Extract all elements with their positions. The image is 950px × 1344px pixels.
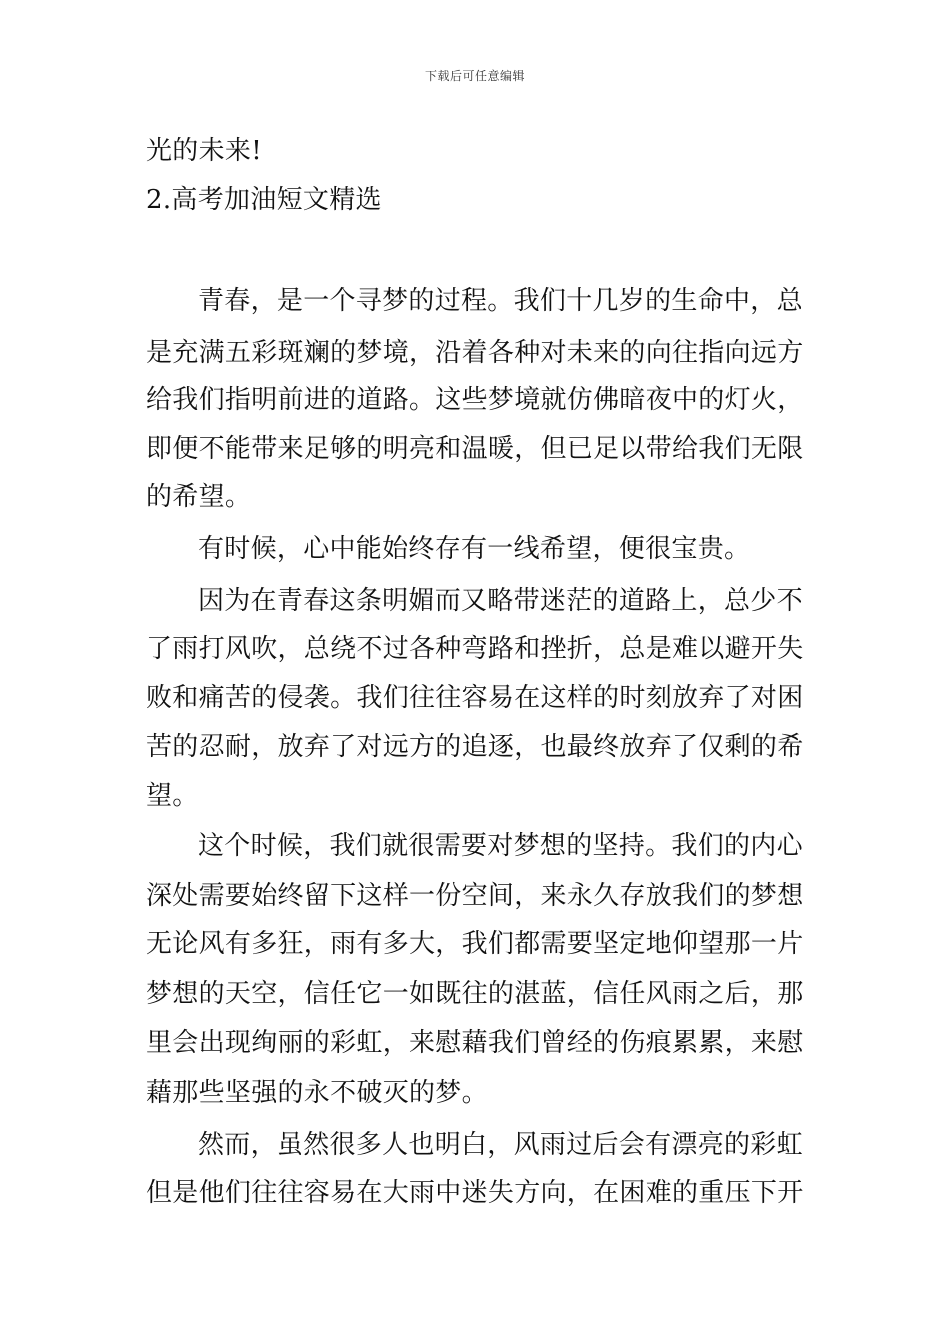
text-line: 里会出现绚丽的彩虹，来慰藉我们曾经的伤痕累累，来慰 [146,1028,804,1058]
text-line: 青春，是一个寻梦的过程。我们十几岁的生命中，总 [198,286,803,316]
continuation-line: 光的未来! [146,136,262,166]
text-line: 是充满五彩斑斓的梦境，沿着各种对未来的向往指向远方 [146,338,804,368]
header-note: 下载后可任意编辑 [424,69,525,83]
text-line: 但是他们往往容易在大雨中迷失方向，在困难的重压下开 [146,1178,804,1208]
text-line: 深处需要始终留下这样一份空间，来永久存放我们的梦想 [146,881,804,911]
text-line: 梦想的天空，信任它一如既往的湛蓝，信任风雨之后，那 [146,979,804,1009]
text-line: 因为在青春这条明媚而又略带迷茫的道路上，总少不 [198,586,803,616]
text-line: 然而，虽然很多人也明白，风雨过后会有漂亮的彩虹 [198,1130,803,1160]
text-line: 即便不能带来足够的明亮和温暖，但已足以带给我们无限 [146,434,804,464]
text-line: 有时候，心中能始终存有一线希望，便很宝贵。 [198,534,751,564]
section-title: 2.高考加油短文精选 [146,185,382,215]
text-line: 望。 [146,781,199,811]
text-line: 无论风有多狂，雨有多大，我们都需要坚定地仰望那一片 [146,929,804,959]
text-line: 了雨打风吹，总绕不过各种弯路和挫折，总是难以避开失 [146,634,804,664]
text-line: 这个时候，我们就很需要对梦想的坚持。我们的内心 [198,831,803,861]
text-line: 藉那些坚强的永不破灭的梦。 [146,1078,488,1108]
text-line: 败和痛苦的侵袭。我们往往容易在这样的时刻放弃了对困 [146,683,804,713]
text-line: 苦的忍耐，放弃了对远方的追逐，也最终放弃了仅剩的希 [146,732,804,762]
text-line: 给我们指明前进的道路。这些梦境就仿佛暗夜中的灯火， [146,385,804,415]
text-line: 的希望。 [146,482,252,512]
